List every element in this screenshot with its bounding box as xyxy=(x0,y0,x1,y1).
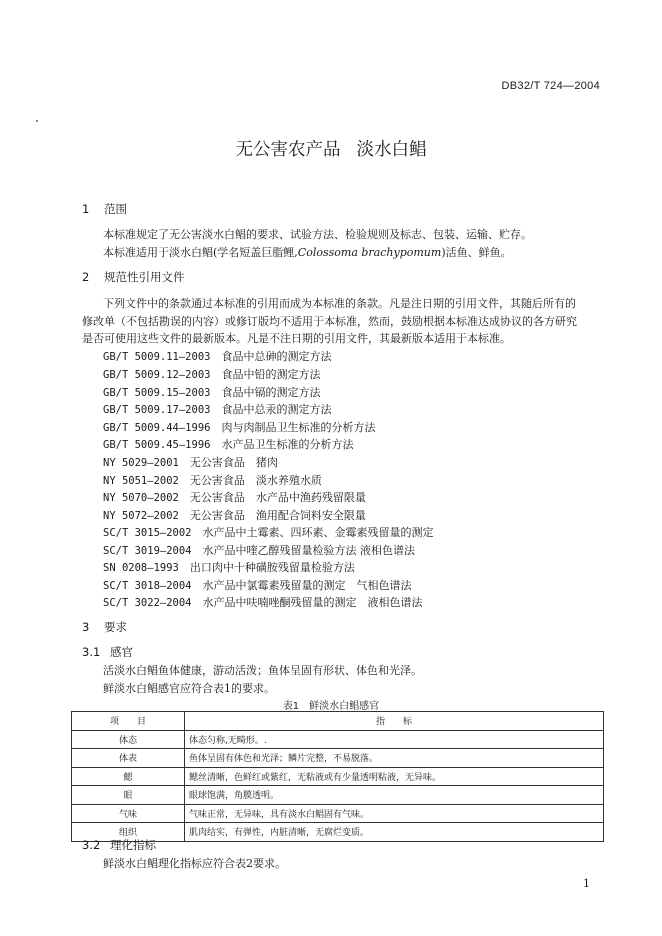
reference-code: GB/T 5009.17—2003 xyxy=(103,404,211,416)
reference-code: SC/T 3019—2004 xyxy=(103,545,192,557)
section-title: 要求 xyxy=(104,620,127,634)
page-number: 1 xyxy=(583,877,590,890)
refs-intro-line-3: 是否可使用这些文件的最新版本。凡是不注日期的引用文件，其最新版本适用于本标准。 xyxy=(82,332,511,345)
sensory-paragraph-1: 活淡水白鲳鱼体健康，游动活泼；鱼体呈固有形状、体色和光泽。 xyxy=(103,664,422,677)
sensory-paragraph-2: 鲜淡水白鲳感官应符合表1的要求。 xyxy=(103,682,275,695)
header-index: 指 标 xyxy=(185,712,604,731)
reference-title: 无公害食品 淡水养殖水质 xyxy=(189,474,322,487)
reference-title: 肉与肉制品卫生标准的分析方法 xyxy=(221,421,376,434)
reference-code: NY 5072—2002 xyxy=(103,510,179,522)
scope-paragraph-1: 本标准规定了无公害淡水白鲳的要求、试验方法、检验规则及标志、包装、运输、贮存。 xyxy=(103,228,532,241)
row-index: 鱼体呈固有体色和光泽；鳞片完整，不易脱落。 xyxy=(185,749,604,768)
row-index: 体态匀称,无畸形。. xyxy=(185,730,604,749)
scope-text-end: )活鱼、鲜鱼。 xyxy=(441,246,512,259)
table-row xyxy=(72,749,604,768)
reference-title: 水产品中呋喃唑酮残留量的测定 液相色谱法 xyxy=(202,596,423,609)
row-index: 肌肉结实，有弹性，内脏清晰，无腐烂变质。 xyxy=(185,823,604,842)
section-2-heading xyxy=(82,269,185,285)
header-item: 项 目 xyxy=(72,712,185,731)
reference-code: GB/T 5009.15—2003 xyxy=(103,387,211,399)
reference-title: 出口肉中十种磺胺残留量检验方法 xyxy=(189,561,355,574)
section-3-heading xyxy=(82,619,127,635)
row-index: 鳃丝清晰，色鲜红或紫红，无粘液或有少量透明粘液，无异味。 xyxy=(185,767,604,786)
reference-title: 无公害食品 水产品中渔药残留限量 xyxy=(189,491,366,504)
title-part-2: 淡水白鲳 xyxy=(356,140,427,160)
reference-item xyxy=(103,577,412,593)
section-number: 3 xyxy=(82,620,90,634)
table-1-caption: 表1 鲜淡水白鲳感官 xyxy=(282,701,380,712)
reference-code: GB/T 5009.12—2003 xyxy=(103,369,211,381)
subsection-3-1-heading xyxy=(82,644,133,660)
table-row xyxy=(72,767,604,786)
reference-title: 食品中镉的测定方法 xyxy=(221,386,321,399)
reference-item xyxy=(103,542,415,558)
table-row xyxy=(72,804,604,823)
refs-intro-line-2: 修改单（不包括勘误的内容）或修订版均不适用于本标准，然而，鼓励根据本标准达成协议的各方研究 xyxy=(82,315,577,328)
row-item: 体表 xyxy=(72,749,185,768)
physchem-paragraph-1: 鲜淡水白鲳理化指标应符合表2要求。 xyxy=(103,857,286,870)
subsection-3-2-heading xyxy=(82,837,156,853)
section-title: 感官 xyxy=(110,645,133,659)
standard-code: DB32/T 724—2004 xyxy=(501,80,600,92)
reference-code: GB/T 5009.45—1996 xyxy=(103,439,211,451)
section-number: 1 xyxy=(82,202,90,216)
reference-item xyxy=(103,436,353,452)
section-title: 规范性引用文件 xyxy=(104,270,185,284)
reference-item xyxy=(103,348,331,364)
scope-paragraph-2 xyxy=(103,244,512,260)
row-item: 体态 xyxy=(72,730,185,749)
reference-title: 水产品中氯霉素残留量的测定 气相色谱法 xyxy=(202,579,412,592)
document-title xyxy=(0,136,662,161)
reference-item xyxy=(103,524,434,540)
section-title: 理化指标 xyxy=(110,838,156,852)
reference-title: 无公害食品 渔用配合饲料安全限量 xyxy=(189,509,366,522)
row-item: 鳃 xyxy=(72,767,185,786)
row-index: 气味正常，无异味，具有淡水白鲳固有气味。 xyxy=(185,804,604,823)
reference-item xyxy=(103,419,375,435)
reference-item xyxy=(103,366,320,382)
reference-code: GB/T 5009.11—2003 xyxy=(103,351,211,363)
reference-title: 水产品卫生标准的分析方法 xyxy=(221,438,354,451)
reference-title: 水产品中土霉素、四环素、金霉素残留量的测定 xyxy=(202,526,434,539)
row-index: 眼球饱满，角膜透明。 xyxy=(185,786,604,805)
table-row xyxy=(72,730,604,749)
reference-item xyxy=(103,594,423,610)
reference-item xyxy=(103,472,322,488)
reference-title: 食品中总砷的测定方法 xyxy=(221,350,332,363)
reference-title: 水产品中喹乙醇残留量检验方法 液相色谱法 xyxy=(202,544,416,557)
section-number: 2 xyxy=(82,270,90,284)
reference-item xyxy=(103,454,278,470)
row-item: 组织 xyxy=(72,823,185,842)
scope-text: 本标准适用于淡水白鲳(学名短盖巨脂鲤, xyxy=(103,246,298,259)
latin-name: Colossoma brachypomum xyxy=(297,246,442,259)
reference-code: SC/T 3022—2004 xyxy=(103,597,192,609)
reference-title: 食品中总汞的测定方法 xyxy=(221,403,332,416)
section-title: 范围 xyxy=(104,202,127,216)
reference-item xyxy=(103,384,320,400)
reference-code: NY 5070—2002 xyxy=(103,492,179,504)
reference-item xyxy=(103,401,331,417)
row-item: 气味 xyxy=(72,804,185,823)
reference-item xyxy=(103,489,366,505)
table-header-row xyxy=(72,712,604,731)
title-part-1: 无公害农产品 xyxy=(235,140,341,160)
reference-item xyxy=(103,507,366,523)
scan-speck xyxy=(36,120,38,122)
section-number: 3.1 xyxy=(82,645,101,659)
reference-code: GB/T 5009.44—1996 xyxy=(103,422,211,434)
reference-title: 无公害食品 猪肉 xyxy=(189,456,278,469)
reference-code: SN 0208—1993 xyxy=(103,562,179,574)
section-number: 3.2 xyxy=(82,838,101,852)
row-item: 眼 xyxy=(72,786,185,805)
reference-title: 食品中铅的测定方法 xyxy=(221,368,321,381)
refs-intro-line-1: 下列文件中的条款通过本标准的引用而成为本标准的条款。凡是注日期的引用文件，其随后所有的 xyxy=(103,297,576,310)
reference-code: NY 5029—2001 xyxy=(103,457,179,469)
reference-code: SC/T 3018—2004 xyxy=(103,580,192,592)
sensory-table xyxy=(71,711,604,842)
reference-code: SC/T 3015—2002 xyxy=(103,527,192,539)
section-1-heading xyxy=(82,201,127,217)
reference-code: NY 5051—2002 xyxy=(103,475,179,487)
reference-item xyxy=(103,559,355,575)
table-row xyxy=(72,786,604,805)
